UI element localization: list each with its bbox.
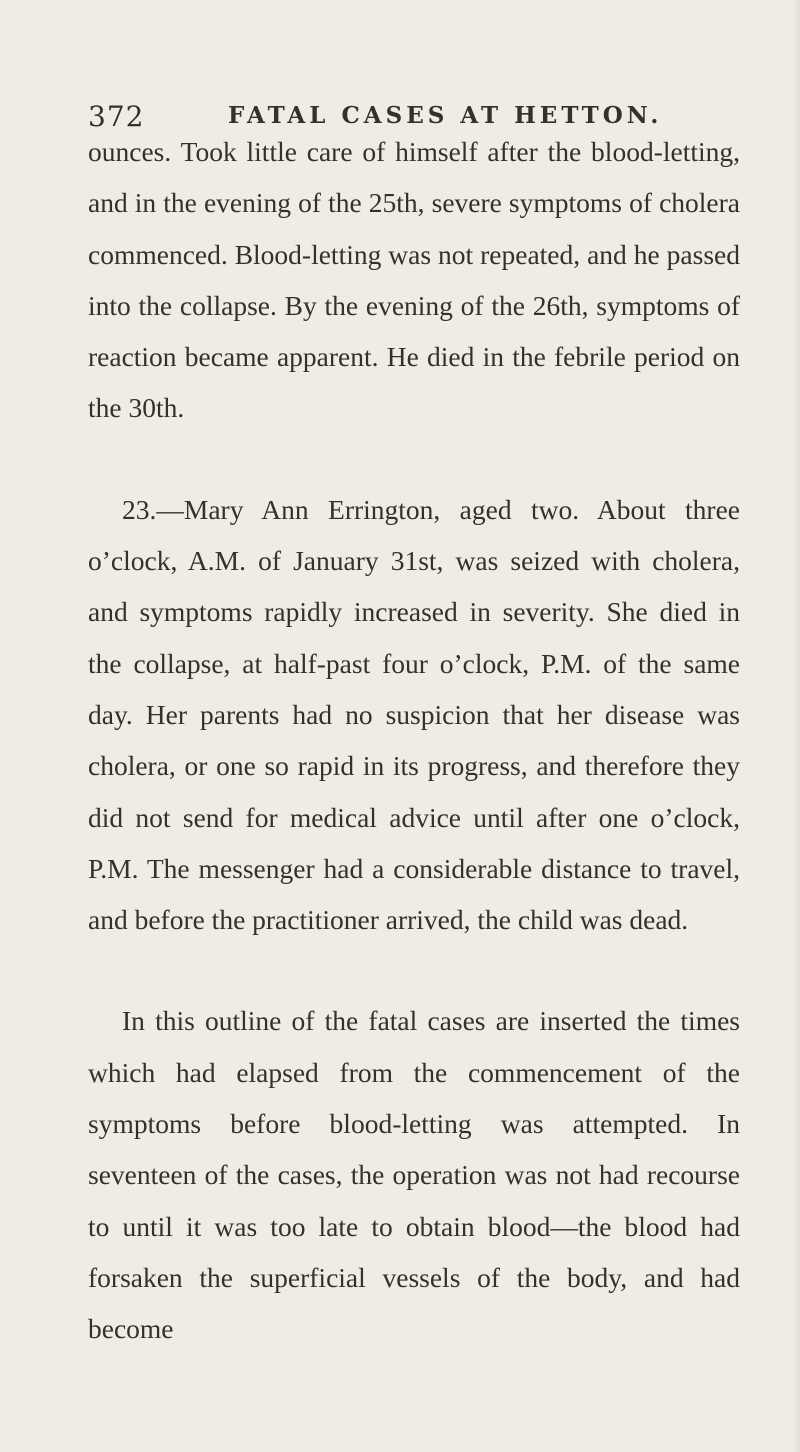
paragraph-case-23: 23.—Mary Ann Errington, aged two. About three o’clock, A.M. of January 31st, was seized with cholera, and symptoms rapidly increased in severity. She died in the collapse, at half-past four o’clock, P.M. of the same day. Her parents had no suspicion that her disease was cholera, or one so rapid in its progress, and therefore they did not send for medical advice until after one o’clock, P.M. The messenger had a considerable distance to travel, and before the practitioner arrived, the child was dead.	[88, 493, 740, 936]
paragraph-outline-note: In this outline of the fatal cases are inserted the times which had elapsed from the commencement of the symptoms before blood-letting was attempted. In seventeen of the cases, the operation was not had recourse to until it was too late to obtain blood—the blood had forsaken the superficial vessels of the body, and had become	[88, 1005, 740, 1345]
paragraph-continuation: ounces. Took little care of himself after the blood-letting, and in the evening of the 25th, severe symptoms of cholera commenced. Blood-letting was not repeated, and he passed into the collapse. By the evening of the 26th, symptoms of reaction became apparent. He died in the febrile period on the 30th.	[88, 136, 740, 424]
page-number: 372	[88, 100, 145, 133]
running-title: FATAL CASES AT HETTON.	[228, 102, 663, 129]
page-edge-shadow	[792, 0, 800, 1452]
body-text	[88, 126, 740, 1355]
